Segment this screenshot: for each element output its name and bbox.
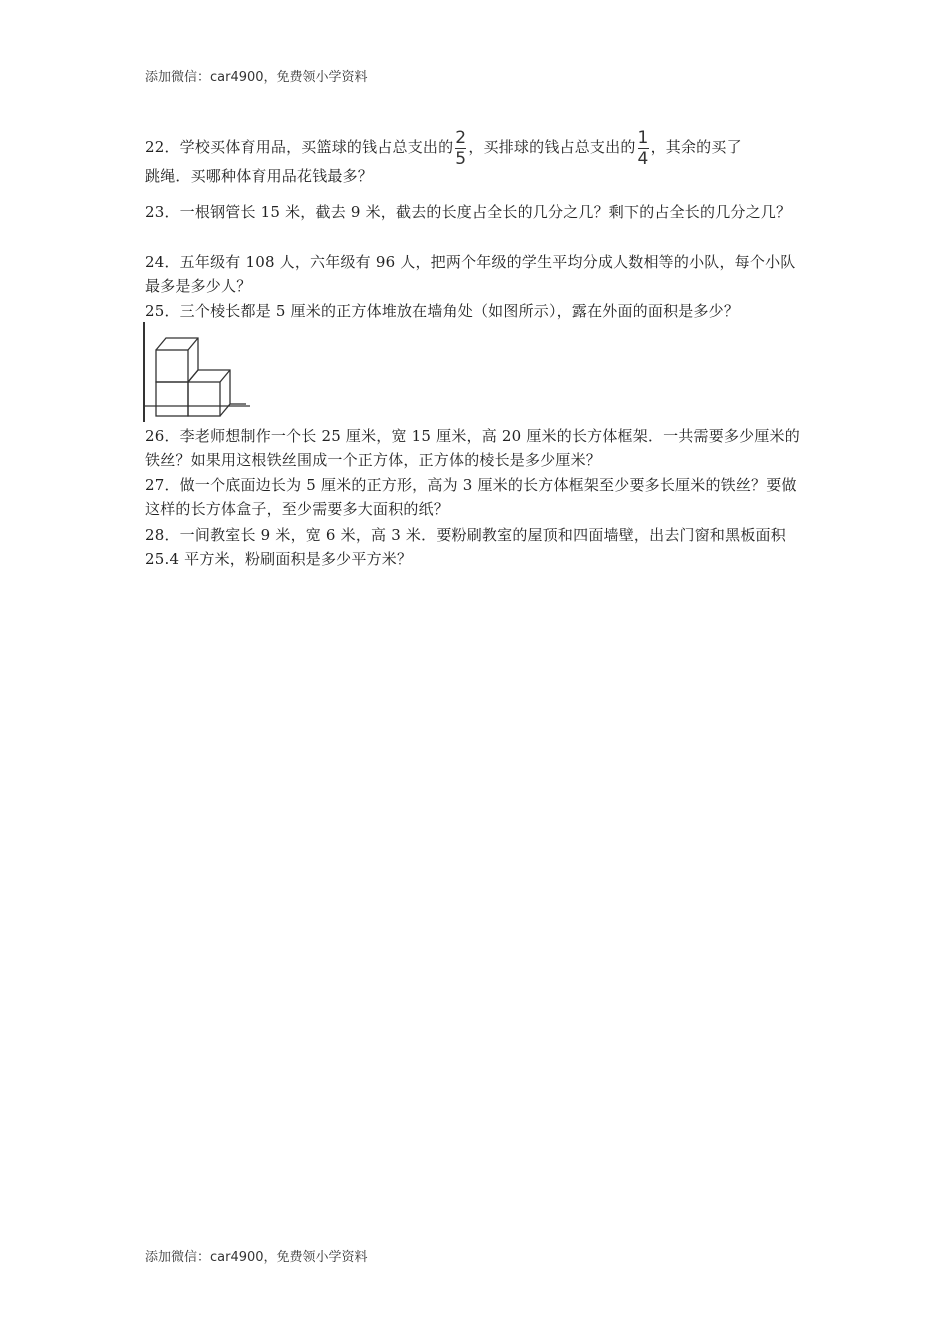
question-27: 27．做一个底面边长为 5 厘米的正方形，高为 3 厘米的长方体框架至少要多长厘米的铁丝？要做这样的长方体盒子，至少需要多大面积的纸？ <box>145 476 797 518</box>
q22-text-line2: 跳绳．买哪种体育用品花钱最多？ <box>145 166 374 185</box>
fraction-one-fourth <box>638 129 649 168</box>
fraction-two-fifths <box>455 129 466 168</box>
question-28: 28．一间教室长 9 米，宽 6 米，高 3 米．要粉刷教室的屋顶和四面墙壁，出去门窗和黑板面积 25.4 平方米，粉刷面积是多少平方米？ <box>145 526 786 568</box>
fraction-denominator: 4 <box>637 148 649 169</box>
fraction-numerator: 2 <box>455 127 467 148</box>
page-header-watermark: 添加微信：car4900，免费领小学资料 <box>145 70 368 85</box>
q22-text-part3: ，其余的买了 <box>650 138 742 156</box>
q22-text-part2: ，买排球的钱占总支出的 <box>468 138 636 156</box>
bottom-left-cube-front-face <box>156 382 188 416</box>
question-22 <box>145 127 810 188</box>
question-24: 24．五年级有 108 人，六年级有 96 人，把两个年级的学生平均分成人数相等的小队，每个小队最多是多少人？ <box>145 253 796 295</box>
fraction-denominator: 5 <box>455 148 467 169</box>
q22-text-part1: 22．学校买体育用品，买篮球的钱占总支出的 <box>145 138 454 156</box>
stacked-cubes-figure <box>140 320 255 425</box>
bottom-right-cube-front-face <box>188 382 220 416</box>
fraction-numerator: 1 <box>637 127 649 148</box>
page-footer-watermark: 添加微信：car4900，免费领小学资料 <box>145 1250 368 1265</box>
question-26: 26．李老师想制作一个长 25 厘米，宽 15 厘米，高 20 厘米的长方体框架．一共需要多少厘米的铁丝？如果用这根铁丝围成一个正方体，正方体的棱长是多少厘米？ <box>145 427 800 469</box>
question-23: 23．一根钢管长 15 米，截去 9 米，截去的长度占全长的几分之几？剩下的占全长的几分之几？ <box>145 203 792 221</box>
question-25: 25．三个棱长都是 5 厘米的正方体堆放在墙角处（如图所示），露在外面的面积是多少？ <box>145 302 740 320</box>
top-cube-front-face <box>156 350 188 382</box>
